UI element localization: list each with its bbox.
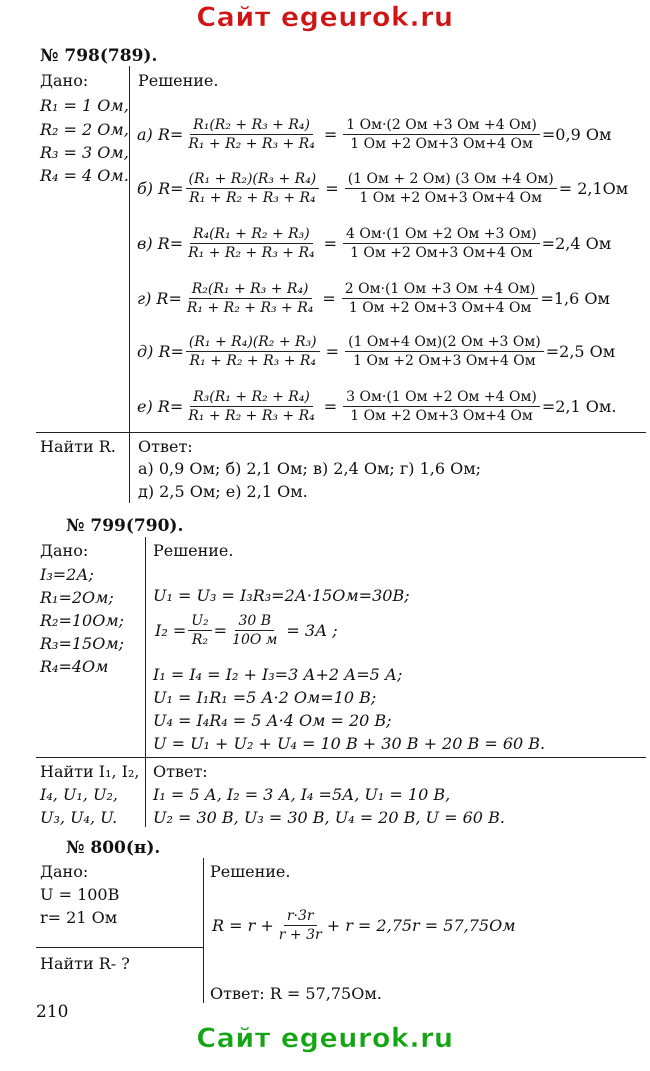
site-banner-top: Сайт egeurok.ru (196, 2, 454, 33)
problem-800-divider-horizontal (36, 947, 204, 948)
solution-row (137, 226, 611, 261)
answer-line: д) 2,5 Ом; е) 2,1 Ом. (138, 482, 308, 501)
fraction (276, 908, 325, 943)
answer-label: Ответ: (138, 437, 193, 456)
solution-row (137, 171, 628, 206)
solution-row (137, 389, 616, 424)
symbolic-fraction (185, 117, 318, 152)
problem-798-divider-vertical (129, 66, 130, 503)
fraction-denominator: 1 Ом +2 Ом+3 Ом+4 Ом (348, 300, 532, 317)
answer-line: I₁ = 5 А, I₂ = 3 А, I₄ =5А, U₁ = 10 В, (153, 785, 451, 804)
fraction-denominator: R₁ + R₂ + R₃ + R₄ (188, 408, 315, 425)
given-item: R₂ = 2 Ом, (40, 120, 129, 139)
equation-text: = (213, 621, 228, 640)
numeric-fraction (345, 334, 544, 369)
fraction-denominator: 1 Ом +2 Ом+3 Ом+4 Ом (359, 190, 542, 207)
fraction-numerator: (R₁ + R₄)(R₂ + R₃) (186, 334, 320, 352)
equation-line: U = U₁ + U₂ + U₄ = 10 В + 30 В + 20 В = 60 В. (153, 734, 546, 753)
numeric-fraction (345, 171, 557, 206)
numeric-fraction (343, 389, 540, 424)
fraction-denominator: r + 3r (278, 927, 322, 944)
answer-line: Ответ: R = 57,75Ом. (210, 984, 382, 1003)
fraction-denominator: 1 Ом +2 Ом+3 Ом+4 Ом (350, 408, 533, 425)
problem-799-divider-vertical (145, 537, 146, 827)
equation-line: I₁ = I₄ = I₂ + I₃=3 А+2 А=5 А; (153, 665, 403, 684)
row-result: =2,5 Ом (545, 342, 616, 361)
symbolic-fraction (184, 281, 317, 316)
problem-799-divider-horizontal (36, 757, 646, 758)
solution-row (137, 117, 611, 152)
given-item: R₃=15Ом; (40, 634, 124, 653)
solution-label: Решение. (153, 541, 234, 560)
fraction-denominator: 1 Ом +2 Ом+3 Ом+4 Ом (350, 136, 533, 153)
fraction (229, 613, 280, 648)
given-label: Дано: (40, 862, 89, 881)
current-i2-equation (155, 613, 338, 648)
problem-800-divider-vertical (203, 858, 204, 1003)
fraction-numerator: 4 Ом·(1 Ом +2 Ом +3 Ом) (343, 226, 540, 244)
numeric-fraction (343, 117, 540, 152)
fraction-numerator: r·3r (284, 908, 317, 926)
problem-799-title: № 799(790). (66, 516, 184, 536)
equation-text: R = r + (212, 916, 274, 935)
fraction-numerator: R₄(R₁ + R₂ + R₃) (190, 226, 313, 244)
row-label: е) R= (137, 397, 184, 416)
fraction-numerator: 30 В (235, 613, 274, 631)
equals-sign: = (325, 179, 339, 198)
site-banner-bottom: Сайт egeurok.ru (196, 1023, 454, 1054)
fraction (188, 613, 211, 648)
solution-label: Решение. (138, 71, 219, 90)
numeric-fraction (343, 226, 540, 261)
symbolic-fraction (186, 171, 320, 206)
given-item: R₂=10Ом; (40, 611, 124, 630)
equation-text: + r = 2,75r = 57,75Ом (326, 916, 516, 935)
fraction-numerator: 3 Ом·(1 Ом +2 Ом +4 Ом) (343, 389, 540, 407)
given-label: Дано: (40, 71, 89, 90)
equals-sign: = (325, 342, 340, 361)
answer-line: а) 0,9 Ом; б) 2,1 Ом; в) 2,4 Ом; г) 1,6 Ом; (138, 459, 482, 478)
given-item: R₁ = 1 Ом, (40, 96, 129, 115)
given-item: R₁=2Ом; (40, 588, 114, 607)
equation-text: = 3А ; (286, 621, 338, 640)
given-label: Дано: (40, 541, 89, 560)
row-result: = 2,1Ом (558, 179, 629, 198)
problem-800-title: № 800(н). (66, 838, 161, 858)
resistance-formula (212, 908, 515, 943)
row-label: а) R= (137, 125, 184, 144)
numeric-fraction (342, 281, 539, 316)
equals-sign: = (323, 397, 338, 416)
fraction-numerator: 2 Ом·(1 Ом +3 Ом +4 Ом) (342, 281, 539, 299)
page-number: 210 (36, 1002, 69, 1022)
equals-sign: = (323, 234, 338, 253)
find-label: Найти R- ? (40, 954, 130, 973)
equation-line: U₁ = I₁R₁ =5 А·2 Ом=10 В; (153, 688, 377, 707)
fraction-denominator: R₁ + R₂ + R₃ + R₄ (188, 136, 315, 153)
fraction-denominator: R₁ + R₂ + R₃ + R₄ (189, 190, 316, 207)
problem-798-title: № 798(789). (40, 46, 158, 66)
find-line: I₄, U₁, U₂, (40, 785, 118, 804)
fraction-denominator: 1 Ом +2 Ом+3 Ом+4 Ом (353, 353, 536, 370)
fraction-numerator: (1 Ом+4 Ом)(2 Ом +3 Ом) (345, 334, 544, 352)
given-item: R₃ = 3 Ом, (40, 143, 129, 162)
find-label: Найти R. (40, 437, 116, 456)
given-item: r= 21 Ом (40, 908, 118, 927)
answer-label: Ответ: (153, 762, 208, 781)
fraction-denominator: R₂ (191, 632, 209, 649)
fraction-numerator: U₂ (188, 613, 211, 631)
equation-line: U₄ = I₄R₄ = 5 А·4 Ом = 20 В; (153, 711, 392, 730)
row-label: г) R= (137, 289, 182, 308)
given-item: R₄=4Ом (40, 657, 109, 676)
fraction-numerator: R₃(R₁ + R₂ + R₄) (190, 389, 313, 407)
fraction-numerator: (R₁ + R₂)(R₃ + R₄) (186, 171, 320, 189)
row-label: в) R= (137, 234, 184, 253)
problem-798-divider-horizontal (36, 432, 646, 433)
solution-row (137, 334, 615, 369)
row-result: =0,9 Ом (541, 125, 612, 144)
fraction-numerator: (1 Ом + 2 Ом) (3 Ом +4 Ом) (345, 171, 557, 189)
answer-line: U₂ = 30 В, U₃ = 30 В, U₄ = 20 В, U = 60 В. (153, 808, 505, 827)
given-item: I₃=2А; (40, 565, 94, 584)
symbolic-fraction (185, 389, 318, 424)
solution-label: Решение. (210, 862, 291, 881)
fraction-denominator: R₁ + R₂ + R₃ + R₄ (189, 353, 317, 370)
row-label: б) R= (137, 179, 184, 198)
find-line: Найти I₁, I₂, (40, 762, 140, 781)
fraction-denominator: R₁ + R₂ + R₃ + R₄ (186, 300, 314, 317)
row-result: =2,1 Ом. (541, 397, 617, 416)
find-line: U₃, U₄, U. (40, 808, 118, 827)
given-item: R₄ = 4 Ом. (40, 166, 129, 185)
equation-line: U₁ = U₃ = I₃R₃=2А·15Ом=30В; (153, 586, 410, 605)
equals-sign: = (323, 125, 338, 144)
symbolic-fraction (185, 226, 318, 261)
fraction-numerator: 1 Ом·(2 Ом +3 Ом +4 Ом) (343, 117, 540, 135)
equation-text: I₂ = (155, 621, 187, 640)
row-result: =1,6 Ом (540, 289, 610, 308)
solution-row (137, 281, 610, 316)
fraction-numerator: R₂(R₁ + R₃ + R₄) (189, 281, 312, 299)
given-item: U = 100В (40, 885, 120, 904)
row-result: =2,4 Ом (541, 234, 612, 253)
equals-sign: = (322, 289, 336, 308)
fraction-numerator: R₁(R₂ + R₃ + R₄) (190, 117, 313, 135)
fraction-denominator: R₁ + R₂ + R₃ + R₄ (188, 245, 315, 262)
row-label: д) R= (137, 342, 184, 361)
fraction-denominator: 10О м (232, 632, 278, 649)
fraction-denominator: 1 Ом +2 Ом+3 Ом+4 Ом (350, 245, 533, 262)
symbolic-fraction (186, 334, 320, 369)
